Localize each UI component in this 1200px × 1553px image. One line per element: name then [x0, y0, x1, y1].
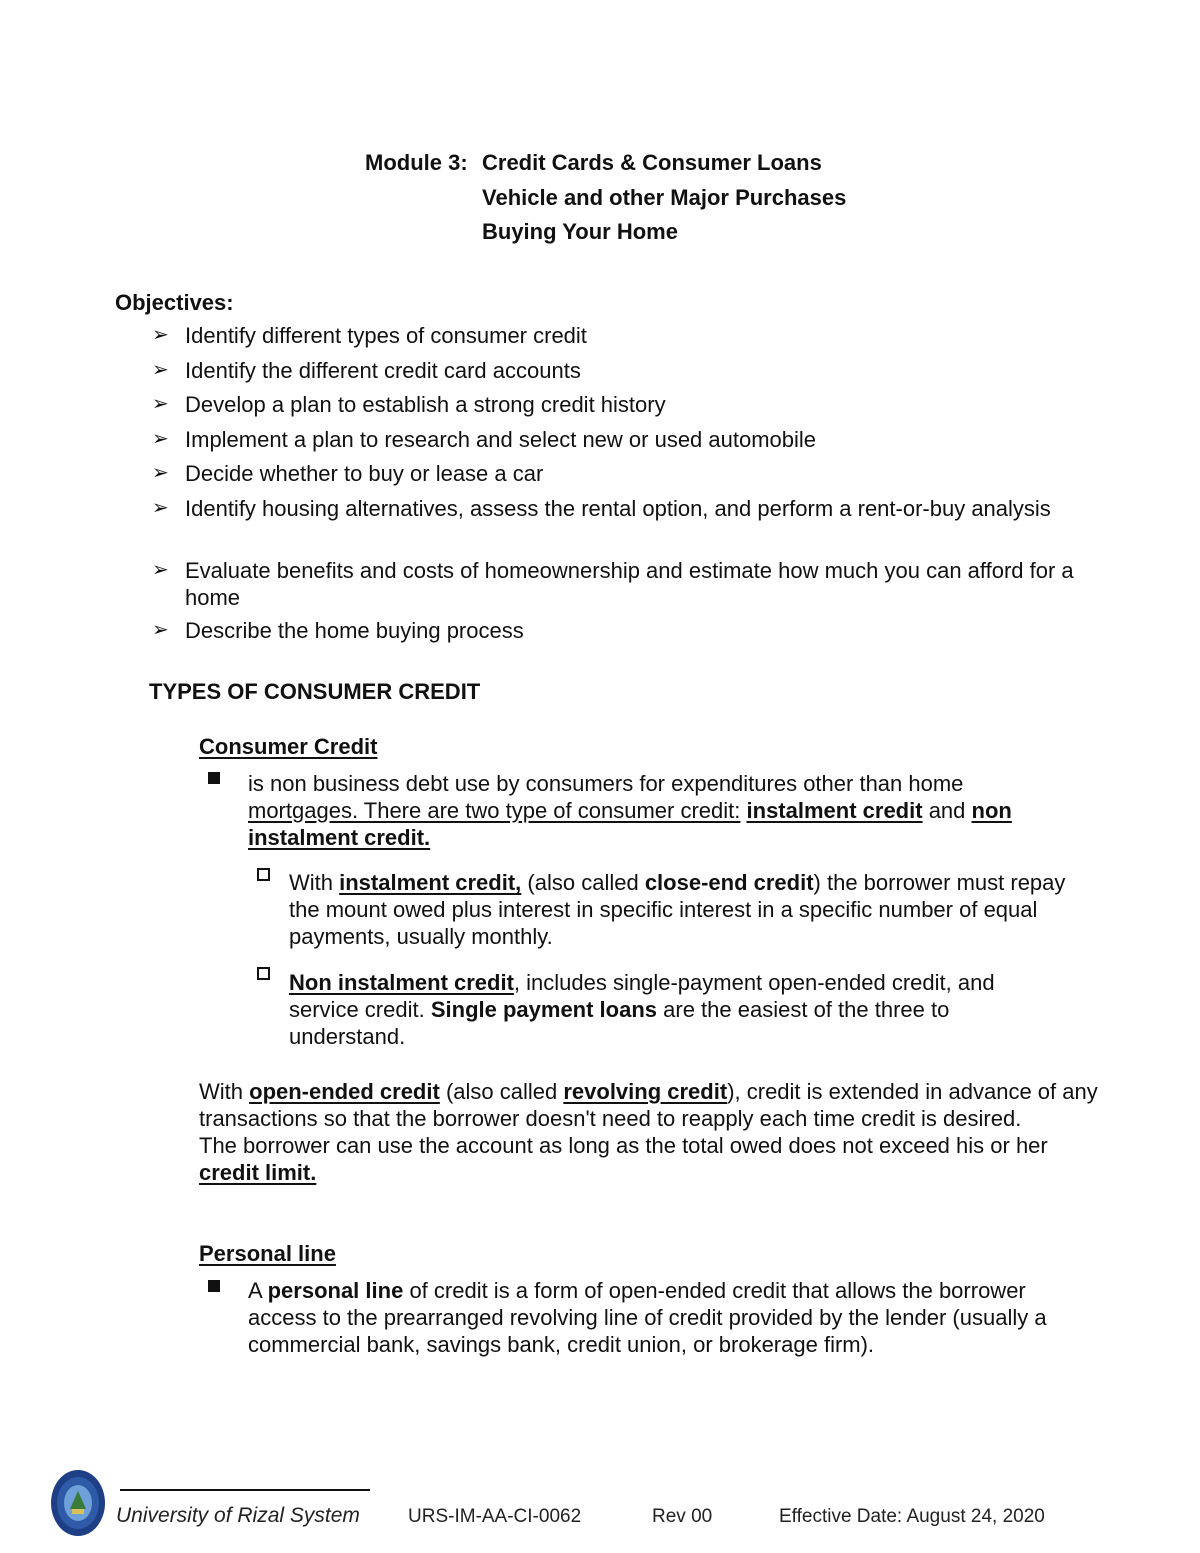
arrow-bullet-icon: ➢	[152, 559, 169, 581]
arrow-bullet-icon: ➢	[152, 497, 169, 519]
university-seal-logo	[50, 1469, 106, 1537]
footer-revision: Rev 00	[652, 1506, 713, 1527]
footer-divider	[120, 1489, 370, 1491]
list-item: ➢ Identify housing alternatives, assess the rental option, and perform a rent-or-buy analysis	[152, 496, 1051, 521]
square-bullet-icon	[208, 1280, 220, 1292]
module-label: Module 3:	[365, 150, 468, 175]
list-item: ➢ Implement a plan to research and select new or used automobile	[152, 427, 817, 452]
footer-institution: University of Rizal System	[116, 1504, 360, 1527]
arrow-bullet-icon: ➢	[152, 393, 169, 415]
open-ended-credit-paragraph: With open-ended credit (also called revolving credit), credit is extended in advance of any transactions so that the borrower doesn't need to reapply each time credit is desired. The borrower can use the account as long as the total owed does not exceed his or her credit limit.	[199, 1079, 1098, 1185]
list-item: ➢ Identify the different credit card accounts	[152, 358, 581, 383]
list-item: ➢ Evaluate benefits and costs of homeownership and estimate how much you can afford for a home	[152, 558, 1074, 610]
objectives-heading: Objectives:	[115, 290, 234, 315]
arrow-bullet-icon: ➢	[152, 462, 169, 484]
list-item: ➢ Describe the home buying process	[152, 618, 524, 643]
hollow-square-bullet-icon	[257, 868, 270, 881]
list-item: ➢ Decide whether to buy or lease a car	[152, 461, 544, 486]
module-title-3: Buying Your Home	[482, 219, 678, 244]
arrow-bullet-icon: ➢	[152, 428, 169, 450]
arrow-bullet-icon: ➢	[152, 619, 169, 641]
instalment-credit-paragraph: With instalment credit, (also called close-end credit) the borrower must repay the mount owed plus interest in specific interest in a specific number of equal payments, usually monthly.	[289, 870, 1066, 949]
consumer-credit-heading: Consumer Credit	[199, 734, 378, 759]
consumer-credit-definition: is non business debt use by consumers for expenditures other than home mortgages. There are two type of consumer credit: instalment credit and non instalment credit.	[248, 771, 1012, 850]
footer-effective-date: Effective Date: August 24, 2020	[779, 1506, 1045, 1527]
hollow-square-bullet-icon	[257, 967, 270, 980]
arrow-bullet-icon: ➢	[152, 324, 169, 346]
arrow-bullet-icon: ➢	[152, 359, 169, 381]
non-instalment-credit-paragraph: Non instalment credit, includes single-payment open-ended credit, and service credit. Single payment loans are the easiest of the three to understand.	[289, 970, 995, 1049]
list-item: ➢ Identify different types of consumer credit	[152, 323, 587, 348]
section-heading: TYPES OF CONSUMER CREDIT	[149, 679, 481, 704]
footer-document-code: URS-IM-AA-CI-0062	[408, 1506, 582, 1527]
square-bullet-icon	[208, 772, 220, 784]
module-title-2: Vehicle and other Major Purchases	[482, 185, 847, 210]
personal-line-heading: Personal line	[199, 1241, 336, 1266]
personal-line-paragraph: A personal line of credit is a form of open-ended credit that allows the borrower access to the prearranged revolving line of credit provided by the lender (usually a commercial bank, savings bank, credit union, or brokerage firm).	[248, 1278, 1047, 1357]
module-title-1: Credit Cards & Consumer Loans	[482, 150, 822, 175]
list-item: ➢ Develop a plan to establish a strong credit history	[152, 392, 666, 417]
